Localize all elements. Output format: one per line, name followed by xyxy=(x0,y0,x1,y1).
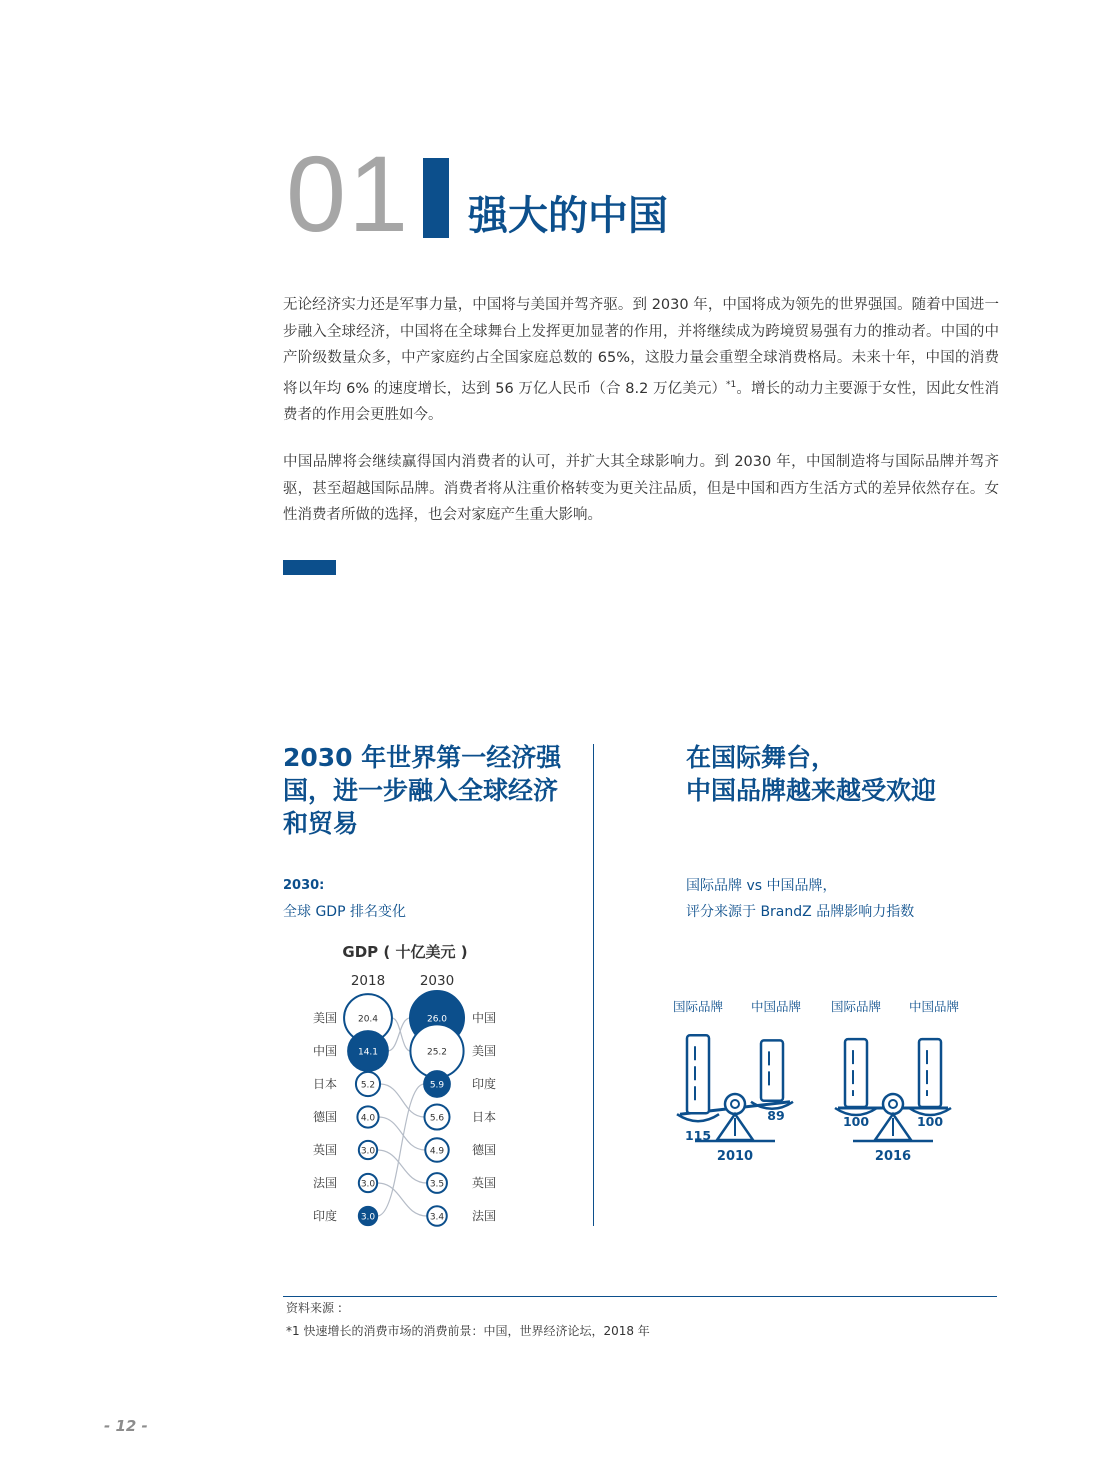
gdp-country-label: 日本 xyxy=(471,1110,497,1124)
gdp-value-label: 4.9 xyxy=(429,1146,445,1157)
gdp-country-label: 德国 xyxy=(471,1143,497,1157)
source-label: 资料来源 : xyxy=(286,1301,342,1315)
left-caption xyxy=(283,873,406,925)
scale-value-international: 115 xyxy=(684,1128,712,1144)
scale-series-label: 国际品牌 xyxy=(830,999,882,1014)
gdp-value-label: 25.2 xyxy=(426,1047,448,1058)
gdp-value-label: 14.1 xyxy=(357,1047,379,1058)
scale-bar xyxy=(761,1040,783,1100)
gdp-country-label: 法国 xyxy=(312,1176,338,1190)
left-caption-year: 2030: xyxy=(283,878,325,893)
source-note: *1 快速增长的消费市场的消费前景：中国，世界经济论坛，2018 年 xyxy=(286,1324,650,1338)
gdp-value-label: 5.2 xyxy=(360,1080,376,1091)
gdp-country-label: 印度 xyxy=(312,1209,338,1223)
gdp-country-label: 中国 xyxy=(312,1044,338,1058)
gdp-country-label: 英国 xyxy=(471,1176,497,1190)
gdp-value-label: 3.5 xyxy=(429,1179,445,1190)
scale-series-label: 国际品牌 xyxy=(672,999,724,1014)
scale-bar xyxy=(919,1039,941,1107)
para1-main: 无论经济实力还是军事力量，中国将与美国并驾齐驱。到 2030 年，中国将成为领先的世界强国。随着中国进一步融入全球经济，中国将在全球舞台上发挥更加显著的作用，并将继续成为跨境贸易强有力的推动者。中国的中产阶级数量众多，中产家庭约占全国家庭总数的 65%，这股力量会重塑全球消费格局。未来十年，中国的消费将以年均 6% 的速度增长，达到 56 万亿人民币（合 8.2 万亿美元） xyxy=(283,297,999,397)
gdp-country-label: 德国 xyxy=(312,1110,338,1124)
scale-pivot xyxy=(883,1094,903,1114)
scale-bar xyxy=(687,1035,709,1113)
right-headline xyxy=(686,741,986,807)
right-caption-line1: 国际品牌 vs 中国品牌， xyxy=(686,878,837,894)
page-number: - 12 - xyxy=(104,1417,148,1435)
gdp-country-label: 英国 xyxy=(312,1143,338,1157)
gdp-chart-title: GDP ( 十亿美元 ) xyxy=(342,943,468,961)
gdp-value-label: 5.9 xyxy=(429,1080,445,1091)
scale-year-label: 2016 xyxy=(874,1149,912,1164)
section-number: 01 xyxy=(286,133,411,254)
gdp-value-label: 20.4 xyxy=(357,1014,379,1025)
gdp-country-label: 印度 xyxy=(471,1077,497,1091)
gdp-value-label: 3.0 xyxy=(360,1212,376,1223)
gdp-country-label: 法国 xyxy=(471,1209,497,1223)
right-caption xyxy=(686,873,914,925)
gdp-value-label: 26.0 xyxy=(426,1014,448,1025)
footnote-ref: *1 xyxy=(726,379,737,390)
gdp-rank-link xyxy=(377,1150,427,1183)
gdp-rank-link xyxy=(380,1084,424,1117)
scale-year-label: 2010 xyxy=(716,1149,754,1164)
para1-tail: 。增长的动力主要源于女性，因此女性消费者的作用会更胜如今。 xyxy=(283,380,1000,423)
gdp-rank-link xyxy=(377,1084,424,1216)
scale-series-label: 中国品牌 xyxy=(750,999,802,1014)
gdp-value-label: 3.4 xyxy=(429,1212,445,1223)
scale-pivot xyxy=(725,1094,745,1114)
gdp-value-label: 3.0 xyxy=(360,1146,376,1157)
scale-value-international: 100 xyxy=(842,1114,870,1129)
body-paragraph-2: 中国品牌将会继续赢得国内消费者的认可，并扩大其全球影响力。到 2030 年，中国制造将与国际品牌并驾齐驱，甚至超越国际品牌。消费者将从注重价格转变为更关注品质，但是中国和西方生活方式的差异依然存在。女性消费者所做的选择，也会对家庭产生重大影响。 xyxy=(283,454,999,523)
gdp-value-label: 3.0 xyxy=(360,1179,376,1190)
gdp-country-label: 日本 xyxy=(312,1077,338,1091)
gdp-country-label: 美国 xyxy=(312,1011,338,1025)
gdp-country-label: 美国 xyxy=(471,1044,497,1058)
scale-value-chinese: 100 xyxy=(916,1114,944,1129)
left-caption-text: 全球 GDP 排名变化 xyxy=(283,904,406,920)
gdp-country-label: 中国 xyxy=(471,1011,497,1025)
panel-divider xyxy=(593,744,594,1226)
accent-bar xyxy=(283,560,336,575)
gdp-value-label: 5.6 xyxy=(429,1113,445,1124)
body-paragraph-1 xyxy=(283,292,999,428)
right-headline-line2: 中国品牌越来越受欢迎 xyxy=(686,776,937,805)
left-headline: 2030 年世界第一经济强国，进一步融入全球经济和贸易 xyxy=(283,743,562,838)
brand-balance-chart xyxy=(660,990,980,1175)
right-headline-line1: 在国际舞台， xyxy=(686,743,837,772)
footer-rule xyxy=(283,1296,997,1297)
gdp-col-2030: 2030 xyxy=(419,973,455,989)
right-caption-line2: 评分来源于 BrandZ 品牌影响力指数 xyxy=(686,904,915,920)
gdp-value-label: 4.0 xyxy=(360,1113,376,1124)
gdp-col-2018: 2018 xyxy=(350,973,386,989)
scale-series-label: 中国品牌 xyxy=(908,999,960,1014)
title-accent-bar xyxy=(423,158,449,238)
section-title: 强大的中国 xyxy=(468,193,668,239)
gdp-bubbles xyxy=(313,991,496,1226)
scale-value-chinese: 89 xyxy=(767,1107,785,1123)
scale-bar xyxy=(845,1039,867,1107)
gdp-ranking-chart xyxy=(290,935,530,1235)
